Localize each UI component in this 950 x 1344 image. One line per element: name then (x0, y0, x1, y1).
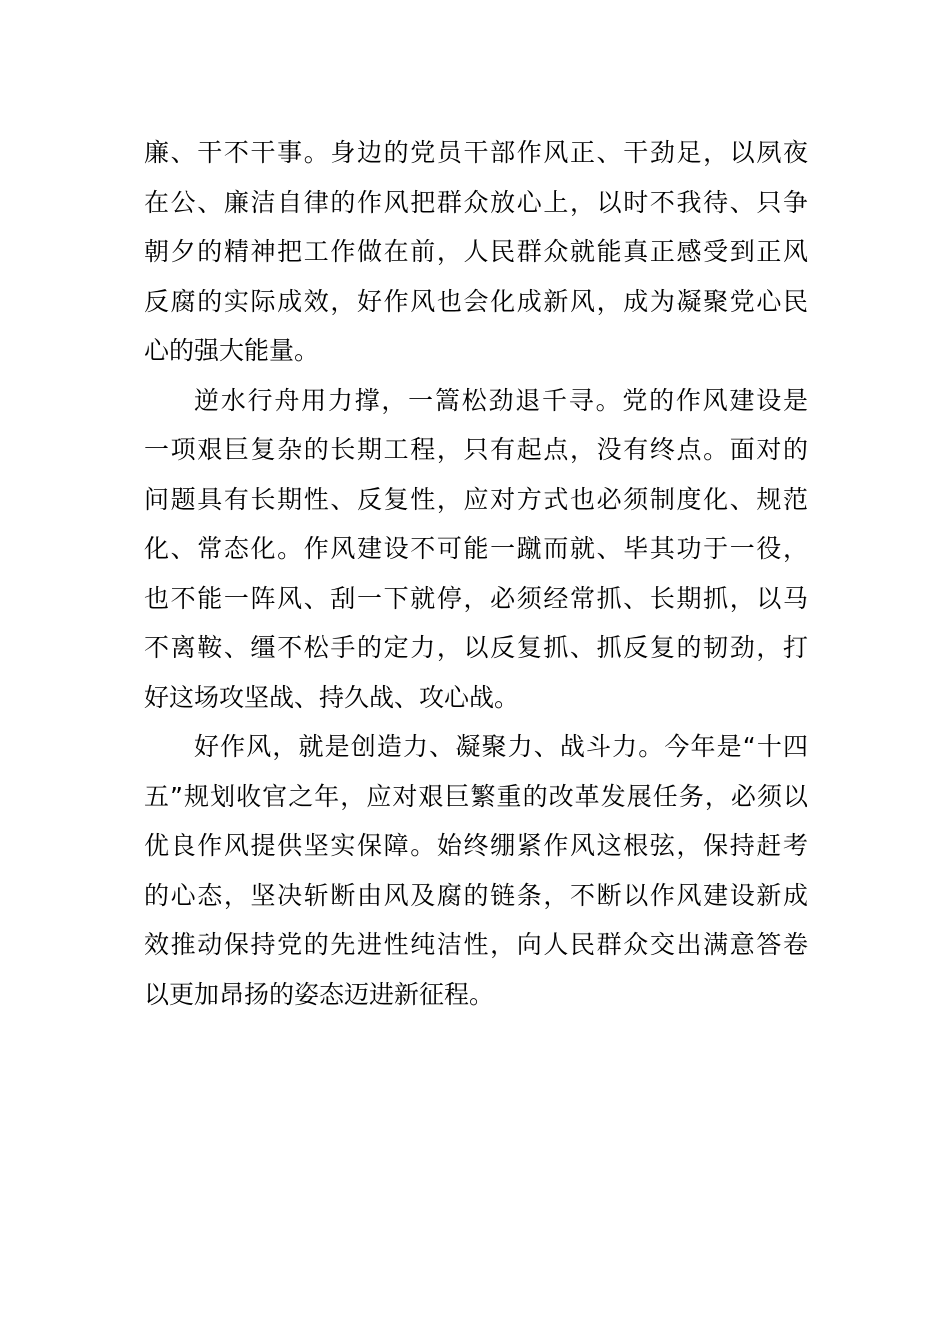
text-line: 反腐的实际成效，好作风也会化成新风，成为凝聚党心民 (144, 286, 808, 316)
text-line: 效推动保持党的先进性纯洁性，向人民群众交出满意答卷 (144, 930, 808, 959)
paragraph-2 (144, 376, 808, 723)
text-line: 一项艰巨复杂的长期工程，只有起点，没有终点。面对的 (144, 435, 808, 464)
text-line: 的心态，坚决斩断由风及腐的链条，不断以作风建设新成 (144, 880, 808, 910)
text-line: 优良作风提供坚实保障。始终绷紧作风这根弦，保持赶考 (144, 831, 808, 860)
text-line: 以更加昂扬的姿态迈进新征程。 (144, 979, 495, 1009)
paragraph-3 (144, 722, 808, 1019)
text-line: 问题具有长期性、反复性，应对方式也必须制度化、规范 (144, 484, 808, 514)
text-line: 在公、廉洁自律的作风把群众放心上，以时不我待、只争 (144, 187, 808, 217)
text-line: 五”规划收官之年，应对艰巨繁重的改革发展任务，必须以 (144, 781, 808, 811)
paragraph-1 (144, 128, 808, 376)
text-line: 逆水行舟用力撑，一篙松劲退千寻。党的作风建设是 (194, 385, 808, 415)
document-body (144, 128, 808, 1019)
text-line: 心的强大能量。 (144, 336, 320, 365)
text-line: 化、常态化。作风建设不可能一蹴而就、毕其功于一役， (144, 534, 808, 563)
text-line: 廉、干不干事。身边的党员干部作风正、干劲足，以夙夜 (144, 138, 808, 167)
text-line: 不离鞍、缰不松手的定力，以反复抓、抓反复的韧劲，打 (144, 633, 808, 662)
text-line: 好作风，就是创造力、凝聚力、战斗力。今年是“十四 (194, 732, 808, 761)
text-line: 朝夕的精神把工作做在前，人民群众就能真正感受到正风 (144, 237, 808, 266)
text-line: 好这场攻坚战、持久战、攻心战。 (144, 682, 520, 712)
text-line: 也不能一阵风、刮一下就停，必须经常抓、长期抓，以马 (144, 583, 808, 613)
